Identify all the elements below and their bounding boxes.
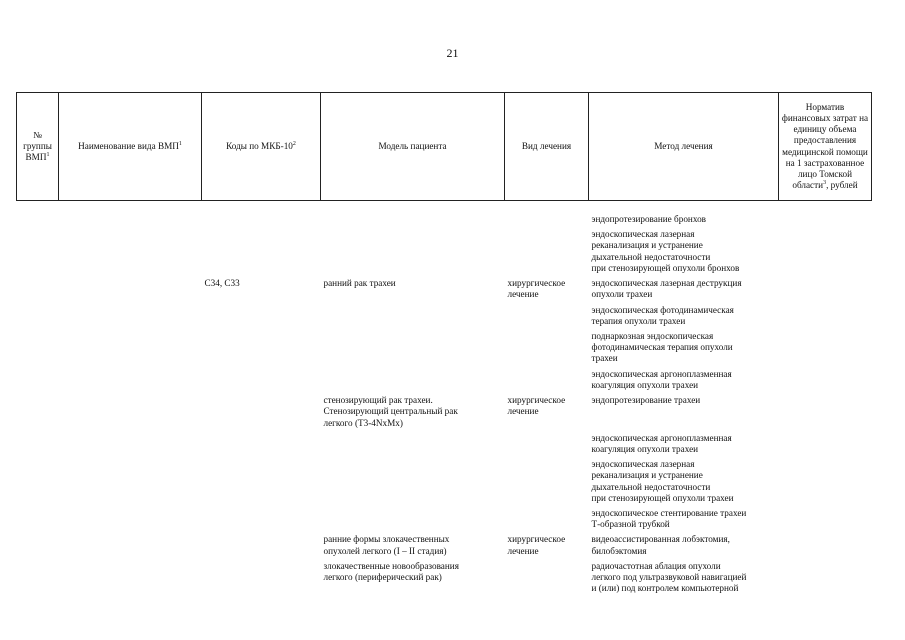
cell-cost-standard: [779, 559, 872, 597]
cell-cost-standard: [779, 329, 872, 367]
cell-icd-codes: [202, 532, 321, 558]
cell-treatment-type: [505, 457, 589, 506]
cell-treatment-type: [505, 506, 589, 532]
cell-vmp-name: [59, 276, 202, 302]
cell-cost-standard: [779, 276, 872, 302]
cell-patient-model: [321, 201, 505, 228]
cell-treatment-method: эндоскопическая аргоноплазменная коагуляция опухоли трахеи: [591, 432, 732, 454]
cell-treatment-method: радиочастотная аблация опухоли легкого под ультразвуковой навигацией и (или) под контролем компьютерной: [591, 560, 747, 594]
cell-treatment-type: [505, 227, 589, 276]
table-row: [17, 201, 872, 228]
page-number: 21: [446, 46, 459, 60]
table-row: [17, 559, 872, 597]
cell-treatment-type: [505, 367, 589, 393]
cell-vmp-name: [59, 506, 202, 532]
cell-patient-model: [321, 303, 505, 329]
header-vmp-name: Наименование вида ВМП$^1$: [59, 93, 202, 201]
table-row: [17, 532, 872, 558]
cell-patient-model: злокачественные новообразования легкого (периферический рак): [323, 560, 459, 583]
cell-vmp-name: [59, 227, 202, 276]
table-row: [17, 431, 872, 457]
cell-treatment-method: видеоассистированная лобэктомия, билобэктомия: [591, 534, 730, 556]
cell-treatment-type: [505, 431, 589, 457]
cell-cost-standard: [779, 506, 872, 532]
cell-vmp-name: [59, 457, 202, 506]
cell-cost-standard: [779, 431, 872, 457]
cell-treatment-type: [505, 329, 589, 367]
cell-icd-codes: [202, 329, 321, 367]
table-row: [17, 303, 872, 329]
cell-group-number: [17, 227, 59, 276]
vmp-table: [16, 92, 872, 597]
cell-group-number: [17, 506, 59, 532]
cell-treatment-type: хирургическое лечение: [507, 278, 566, 300]
cell-treatment-type: [505, 201, 589, 228]
cell-vmp-name: [59, 393, 202, 431]
cell-icd-codes: [202, 393, 321, 431]
cell-patient-model: [321, 227, 505, 276]
cell-group-number: [17, 532, 59, 558]
cell-group-number: [17, 201, 59, 228]
table-row: [17, 506, 872, 532]
cell-vmp-name: [59, 431, 202, 457]
cell-patient-model: ранний рак трахеи: [323, 278, 396, 289]
cell-icd-codes: [202, 457, 321, 506]
header-cost-standard: Норматив финансовых затрат на единицу объема предоставления медицинской помощи на 1 застрахованное лицо Томской области$^3$, рублей: [779, 93, 872, 201]
cell-patient-model: [321, 457, 505, 506]
cell-patient-model: [321, 329, 505, 367]
cell-vmp-name: [59, 532, 202, 558]
cell-vmp-name: [59, 367, 202, 393]
cell-icd-codes: [202, 227, 321, 276]
cell-treatment-type: [505, 303, 589, 329]
cell-group-number: [17, 393, 59, 431]
cell-cost-standard: [779, 201, 872, 228]
table-row: [17, 227, 872, 276]
cell-vmp-name: [59, 303, 202, 329]
cell-icd-codes: [202, 303, 321, 329]
header-icd-codes: Коды по МКБ-$10^2$: [202, 93, 321, 201]
cell-cost-standard: [779, 532, 872, 558]
table-row: [17, 367, 872, 393]
cell-cost-standard: [779, 227, 872, 276]
cell-group-number: [17, 367, 59, 393]
cell-treatment-method: эндопротезирование трахеи: [591, 395, 701, 406]
cell-group-number: [17, 559, 59, 597]
cell-treatment-type: [505, 559, 589, 597]
cell-treatment-type: хирургическое лечение: [507, 534, 566, 556]
table-row: [17, 329, 872, 367]
cell-treatment-method: эндоскопическая лазерная реканализация и устранение дыхательной недостаточности при стенозирующей опухоли трахеи: [591, 459, 734, 503]
cell-group-number: [17, 329, 59, 367]
cell-treatment-method: эндопротезирование бронхов: [591, 214, 707, 224]
cell-group-number: [17, 303, 59, 329]
table-row: [17, 276, 872, 302]
cell-patient-model: [321, 367, 505, 393]
cell-icd-codes: [202, 559, 321, 597]
cell-treatment-method: эндоскопическая лазерная деструкция опухоли трахеи: [591, 278, 742, 300]
cell-vmp-name: [59, 201, 202, 228]
cell-patient-model: [321, 431, 505, 457]
cell-icd-codes: [202, 431, 321, 457]
cell-treatment-method: эндоскопическая фотодинамическая терапия опухоли трахеи: [591, 304, 734, 326]
cell-cost-standard: [779, 303, 872, 329]
cell-vmp-name: [59, 559, 202, 597]
cell-patient-model: стенозирующий рак трахеи. Стенозирующий центральный рак легкого (Т3-4NxMx): [323, 395, 458, 428]
cell-patient-model: [321, 506, 505, 532]
cell-treatment-method: эндоскопическое стентирование трахеи Т-образной трубкой: [591, 508, 747, 530]
cell-treatment-method: эндоскопическая лазерная реканализация и устранение дыхательной недостаточности при стенозирующей опухоли бронхов: [591, 229, 740, 273]
cell-group-number: [17, 276, 59, 302]
cell-group-number: [17, 431, 59, 457]
header-patient-model: Модель пациента: [321, 93, 505, 201]
header-treatment-type: Вид лечения: [505, 93, 589, 201]
cell-cost-standard: [779, 457, 872, 506]
cell-cost-standard: [779, 367, 872, 393]
cell-icd-codes: [202, 506, 321, 532]
cell-icd-codes: С34, С33: [204, 278, 240, 289]
cell-icd-codes: [202, 367, 321, 393]
header-group-number: № группы ВМП$^1$: [17, 93, 59, 201]
cell-group-number: [17, 457, 59, 506]
cell-treatment-method: эндоскопическая аргоноплазменная коагуляция опухоли трахеи: [591, 368, 732, 390]
header-treatment-method: Метод лечения: [589, 93, 779, 201]
cell-vmp-name: [59, 329, 202, 367]
table-header-row: [17, 93, 872, 201]
cell-treatment-method: поднаркозная эндоскопическая фотодинамическая терапия опухоли трахеи: [591, 330, 733, 364]
table-row: [17, 457, 872, 506]
table-row: [17, 393, 872, 431]
cell-patient-model: ранние формы злокачественных опухолей легкого (I – II стадия): [323, 534, 450, 556]
cell-cost-standard: [779, 393, 872, 431]
cell-treatment-type: хирургическое лечение: [507, 395, 566, 417]
cell-icd-codes: [202, 201, 321, 228]
